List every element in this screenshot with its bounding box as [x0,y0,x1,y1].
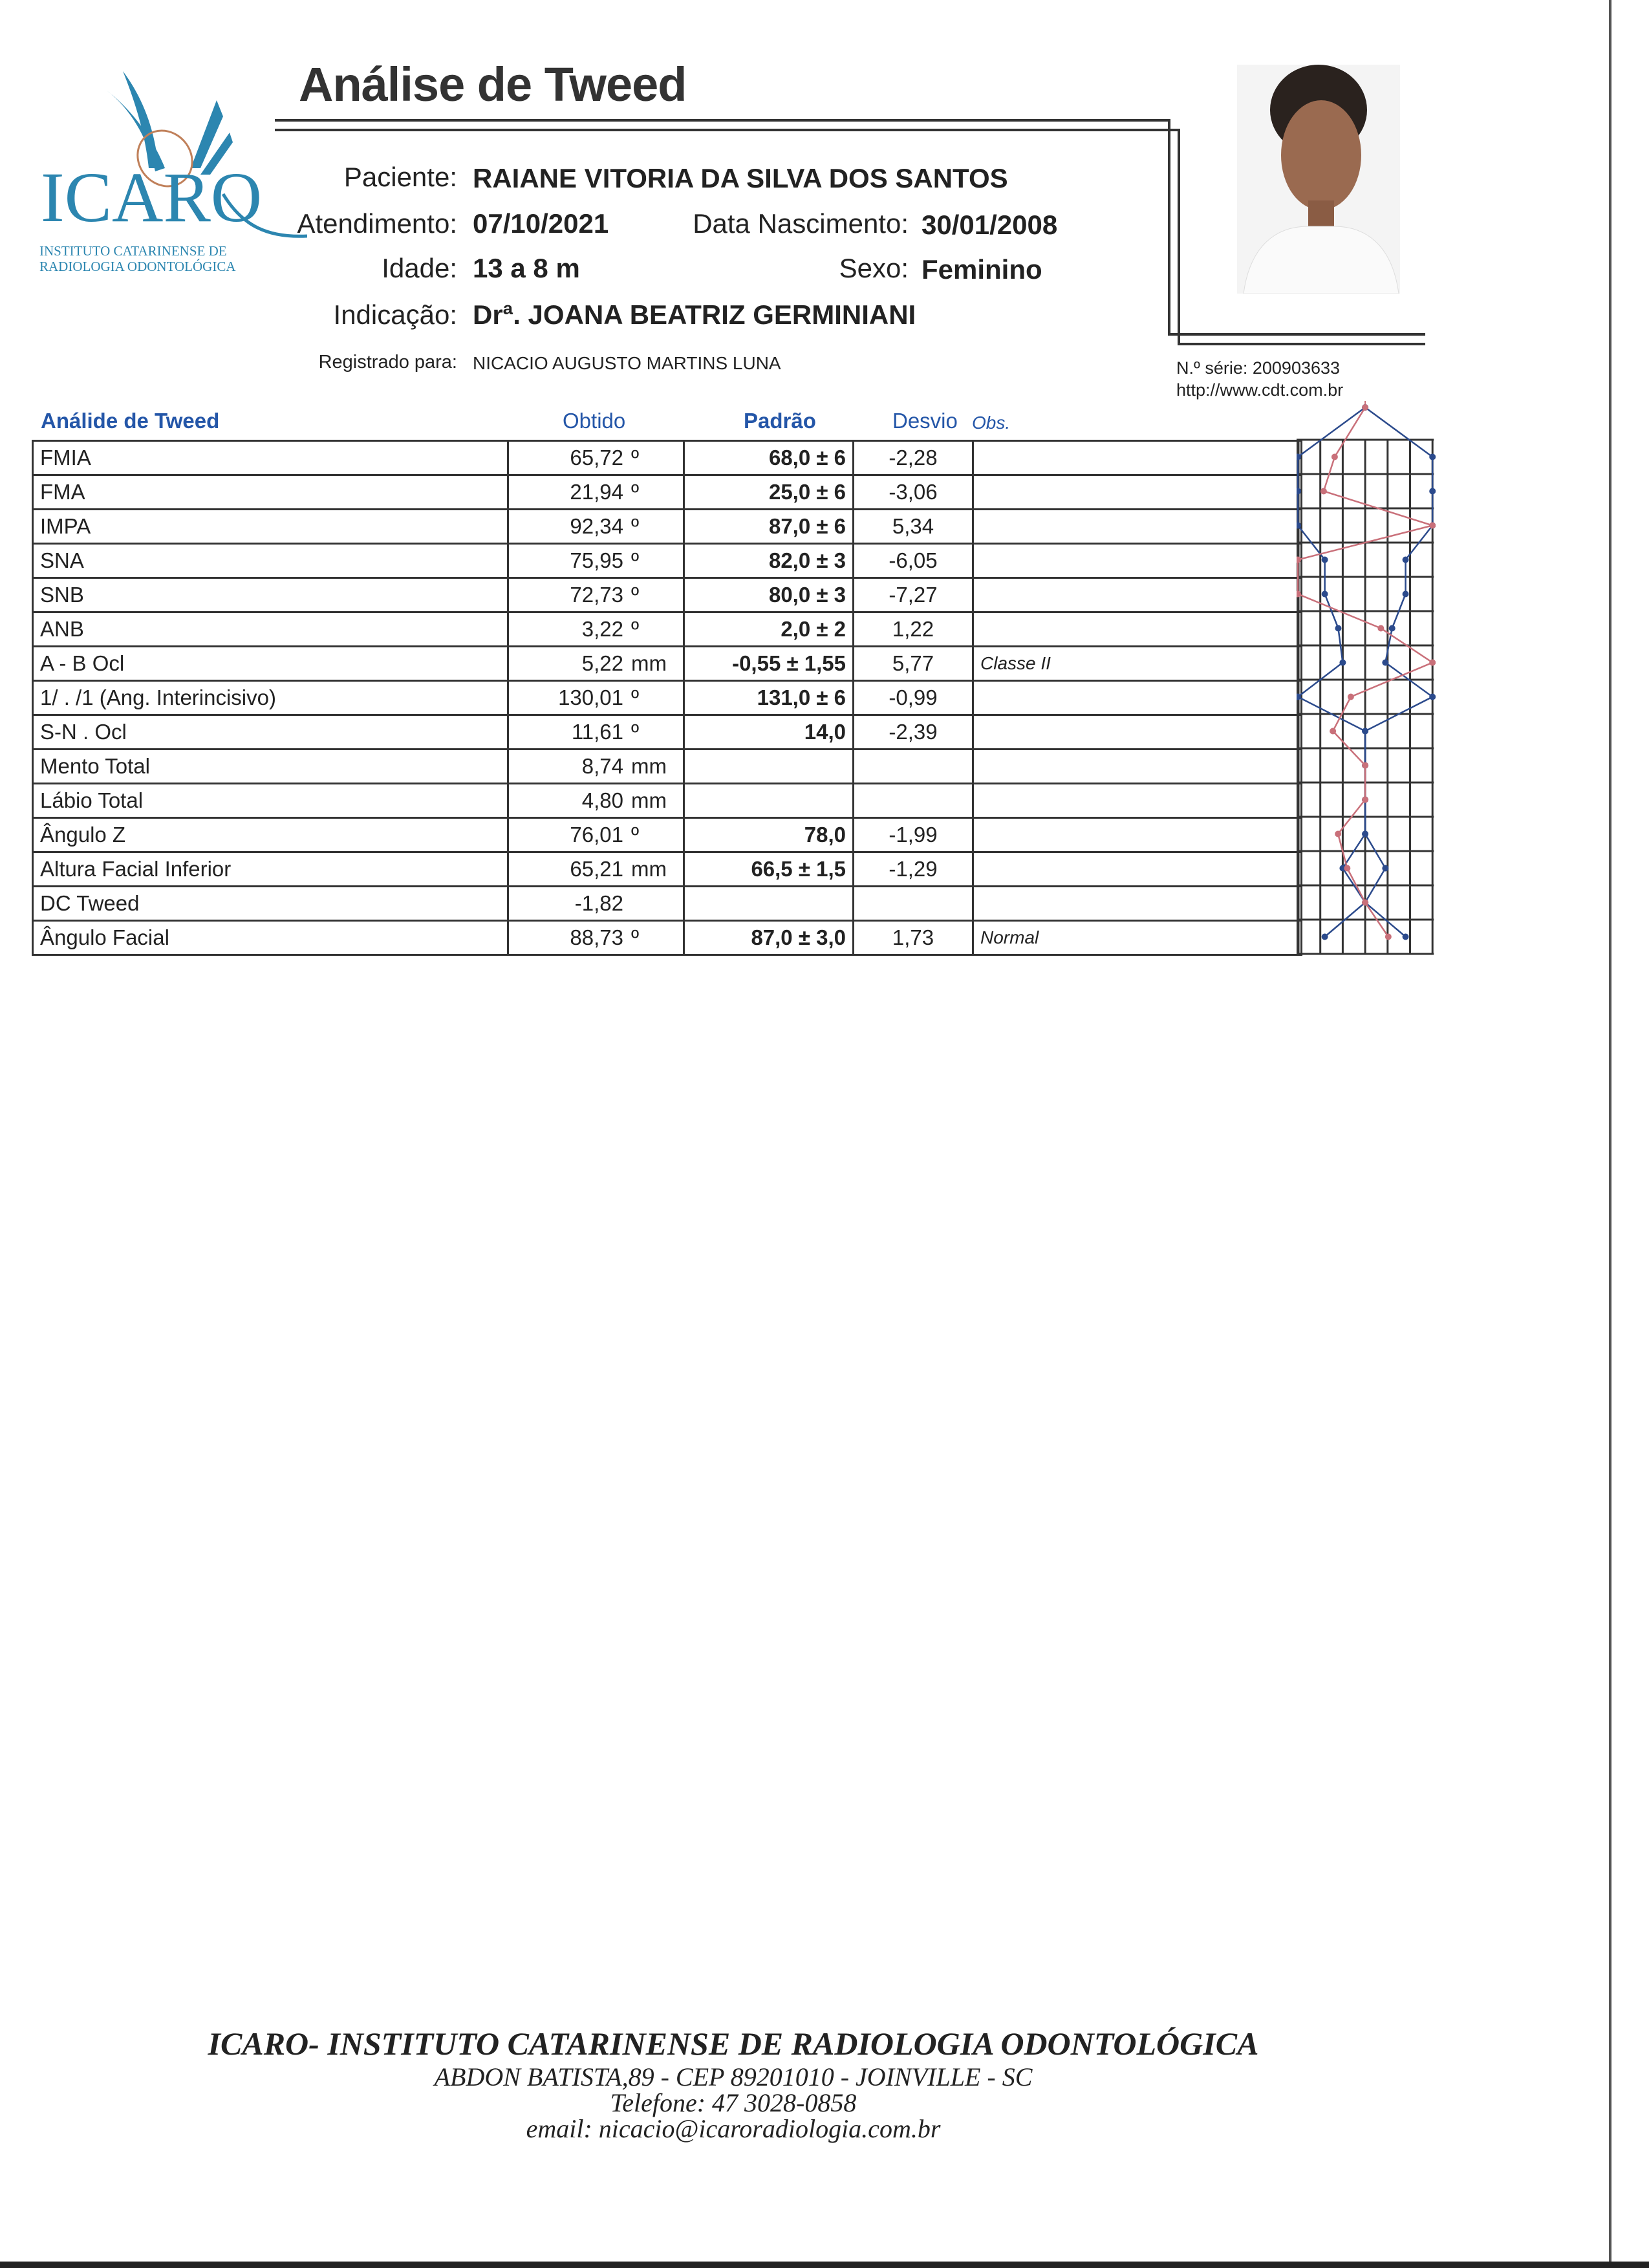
obtido-cell [508,715,684,750]
obtido-value: 65,21 [570,857,623,881]
unit: º [631,548,640,572]
obtido-value: 65,72 [570,446,623,470]
standard-left-point [1297,488,1301,495]
measure-name: SNB [33,578,508,612]
table-title: Análide de Tweed [41,409,220,433]
divider [275,119,1170,122]
measure-name: ANB [33,612,508,647]
unit: mm [631,651,667,675]
table-row [33,647,1302,681]
measure-name: DC Tweed [33,887,508,921]
paciente-value: RAIANE VITORIA DA SILVA DOS SANTOS [473,163,1008,193]
desvio-value [854,887,973,921]
patient-point [1348,694,1354,700]
obs-value: Normal [973,921,1302,955]
obs-value [973,715,1302,750]
obs-value: Classe II [973,647,1302,681]
padrao-value: 2,0 ± 2 [684,612,854,647]
obtido-cell [508,647,684,681]
measure-name: A - B Ocl [33,647,508,681]
idade-value: 13 a 8 m [473,253,580,283]
table-row [33,612,1302,647]
standard-right-line [1365,407,1432,937]
table-row [33,715,1302,750]
registrado-label: Registrado para: [318,352,457,373]
standard-right-point [1362,831,1368,837]
measure-name: Ângulo Z [33,818,508,852]
unit: mm [631,754,667,778]
padrao-value: 131,0 ± 6 [684,681,854,715]
obtido-value: 92,34 [570,514,623,538]
table-row [33,818,1302,852]
desvio-value: -3,06 [854,475,973,510]
padrao-value: 14,0 [684,715,854,750]
obtido-cell [508,544,684,578]
standard-right-point [1389,625,1396,632]
divider [1178,343,1425,345]
desvio-value: 1,73 [854,921,973,955]
idade-label: Idade: [382,253,457,283]
patient-photo-icon [1237,65,1400,294]
divider [1168,119,1170,336]
obtido-cell [508,441,684,475]
table-row [33,510,1302,544]
logo-swoosh-icon [36,71,307,239]
footer-institution: ICARO- INSTITUTO CATARINENSE DE RADIOLOGIA ODONTOLÓGICA [208,2025,1259,2062]
obtido-cell [508,852,684,887]
padrao-value: -0,55 ± 1,55 [684,647,854,681]
unit: º [631,617,640,641]
page-title: Análise de Tweed [299,58,687,111]
padrao-value: 78,0 [684,818,854,852]
desvio-value [854,784,973,818]
serial-info [1176,357,1343,401]
indicacao-value: Drª. JOANA BEATRIZ GERMINIANI [473,299,916,330]
registrado-value: NICACIO AUGUSTO MARTINS LUNA [473,353,781,373]
obs-value [973,510,1302,544]
padrao-value [684,750,854,784]
standard-left-point [1322,557,1328,563]
standard-left-point [1339,660,1346,666]
patient-point [1362,797,1368,803]
padrao-value [684,784,854,818]
unit: º [631,823,640,847]
unit: mm [631,857,667,881]
patient-point [1330,728,1336,735]
measure-name: Mento Total [33,750,508,784]
desvio-value: -2,39 [854,715,973,750]
table-row [33,921,1302,955]
standard-right-point [1429,694,1436,700]
paciente-label: Paciente: [343,162,457,192]
patient-point [1385,934,1392,940]
obs-value [973,750,1302,784]
desvio-value [854,750,973,784]
obs-value [973,887,1302,921]
obtido-cell [508,578,684,612]
nascimento-value: 30/01/2008 [921,210,1058,240]
standard-right-point [1429,488,1436,495]
footer [0,2023,1467,2142]
padrao-value [684,887,854,921]
unit: º [631,583,640,607]
patient-point [1362,762,1368,769]
sexo-value: Feminino [921,254,1042,285]
patient-point [1344,865,1350,872]
logo-subtitle: RADIOLOGIA ODONTOLÓGICA [39,259,236,274]
obs-value [973,475,1302,510]
obtido-value: 72,73 [570,583,623,607]
padrao-value: 68,0 ± 6 [684,441,854,475]
unit: º [631,720,640,744]
desvio-value: -2,28 [854,441,973,475]
standard-left-point [1322,591,1328,598]
standard-left-point [1335,625,1341,632]
patient-point [1429,523,1436,529]
website-link[interactable]: http://www.cdt.com.br [1176,380,1344,400]
obtido-value: 8,74 [581,754,623,778]
padrao-value: 82,0 ± 3 [684,544,854,578]
obtido-value: 76,01 [570,823,623,847]
desvio-value: -6,05 [854,544,973,578]
unit: º [631,446,640,470]
desvio-value: 1,22 [854,612,973,647]
obtido-cell [508,887,684,921]
measure-name: Ângulo Facial [33,921,508,955]
desvio-value: -0,99 [854,681,973,715]
obtido-value: 5,22 [581,651,623,675]
header-obtido: Obtido [563,409,626,433]
atendimento-value: 07/10/2021 [473,208,609,239]
obtido-value: 88,73 [570,925,623,949]
patient-point [1429,660,1436,666]
obtido-cell [508,510,684,544]
table-row [33,852,1302,887]
measure-name: Lábio Total [33,784,508,818]
tweed-polygon-chart [1297,401,1436,986]
obtido-cell [508,750,684,784]
standard-right-point [1403,591,1409,598]
atendimento-label: Atendimento: [297,208,457,239]
standard-right-point [1429,454,1436,460]
padrao-value: 87,0 ± 3,0 [684,921,854,955]
measure-name: 1/ . /1 (Ang. Interincisivo) [33,681,508,715]
standard-right-point [1403,557,1409,563]
obtido-cell [508,784,684,818]
header-desvio: Desvio [892,409,958,433]
obtido-cell [508,818,684,852]
divider [275,129,1180,131]
obs-value [973,544,1302,578]
obs-value [973,681,1302,715]
table-row [33,578,1302,612]
desvio-value: 5,77 [854,647,973,681]
obtido-value: 11,61 [571,720,623,744]
footer-phone: Telefone: 47 3028-0858 [610,2088,857,2117]
measure-name: S-N . Ocl [33,715,508,750]
padrao-value: 87,0 ± 6 [684,510,854,544]
table-row [33,475,1302,510]
obs-value [973,818,1302,852]
footer-address: ABDON BATISTA,89 - CEP 89201010 - JOINVILLE - SC [434,2062,1033,2091]
standard-right-point [1382,865,1388,872]
obtido-cell [508,921,684,955]
table-row [33,681,1302,715]
patient-point [1377,625,1384,632]
desvio-value: 5,34 [854,510,973,544]
obs-value [973,784,1302,818]
standard-left-line [1298,407,1365,937]
obs-value [973,578,1302,612]
footer-email[interactable]: email: nicacio@icaroradiologia.com.br [526,2114,941,2143]
sexo-label: Sexo: [839,253,909,283]
header-obs: Obs. [972,413,1011,433]
serial-number: N.º série: 200903633 [1176,358,1341,378]
obs-value [973,612,1302,647]
indicacao-label: Indicação: [333,299,457,330]
obtido-value: 21,94 [570,480,623,504]
unit: º [631,925,640,949]
icaro-logo [36,71,307,278]
patient-point [1297,557,1301,563]
obtido-cell [508,612,684,647]
unit: º [631,480,640,504]
measure-name: IMPA [33,510,508,544]
standard-right-point [1382,660,1388,666]
patient-point [1320,488,1327,495]
nascimento-label: Data Nascimento: [693,208,909,239]
divider [1168,333,1425,336]
patient-point [1331,454,1338,460]
measure-name: FMIA [33,441,508,475]
scan-edge [0,2262,1649,2268]
obs-value [973,852,1302,887]
table-row [33,784,1302,818]
obtido-value: 4,80 [581,788,623,812]
measure-name: Altura Facial Inferior [33,852,508,887]
desvio-value: -1,29 [854,852,973,887]
desvio-value: -1,99 [854,818,973,852]
logo-subtitle: INSTITUTO CATARINENSE DE [39,243,227,259]
padrao-value: 25,0 ± 6 [684,475,854,510]
obtido-cell [508,681,684,715]
measure-name: FMA [33,475,508,510]
scan-edge [1609,0,1611,2268]
padrao-value: 66,5 ± 1,5 [684,852,854,887]
svg-text:ICARO: ICARO [41,158,263,237]
desvio-value: -7,27 [854,578,973,612]
table-row [33,544,1302,578]
standard-right-point [1403,934,1409,940]
header-padrao: Padrão [744,409,816,433]
standard-left-point [1322,934,1328,940]
table-row [33,750,1302,784]
obtido-value: 130,01 [558,686,623,709]
patient-point [1362,404,1368,411]
patient-point [1362,900,1368,906]
unit: º [631,686,640,709]
patient-point [1335,831,1341,837]
patient-photo [1237,65,1400,294]
unit: º [631,514,640,538]
divider [1178,129,1180,345]
obtido-value: -1,82 [574,891,623,915]
table-row [33,887,1302,921]
obtido-cell [508,475,684,510]
unit: mm [631,788,667,812]
padrao-value: 80,0 ± 3 [684,578,854,612]
table-row [33,441,1302,475]
patient-point [1297,591,1301,598]
obs-value [973,441,1302,475]
obtido-value: 3,22 [581,617,623,641]
tweed-table [32,440,1302,956]
obtido-value: 75,95 [570,548,623,572]
standard-right-point [1362,728,1368,735]
measure-name: SNA [33,544,508,578]
